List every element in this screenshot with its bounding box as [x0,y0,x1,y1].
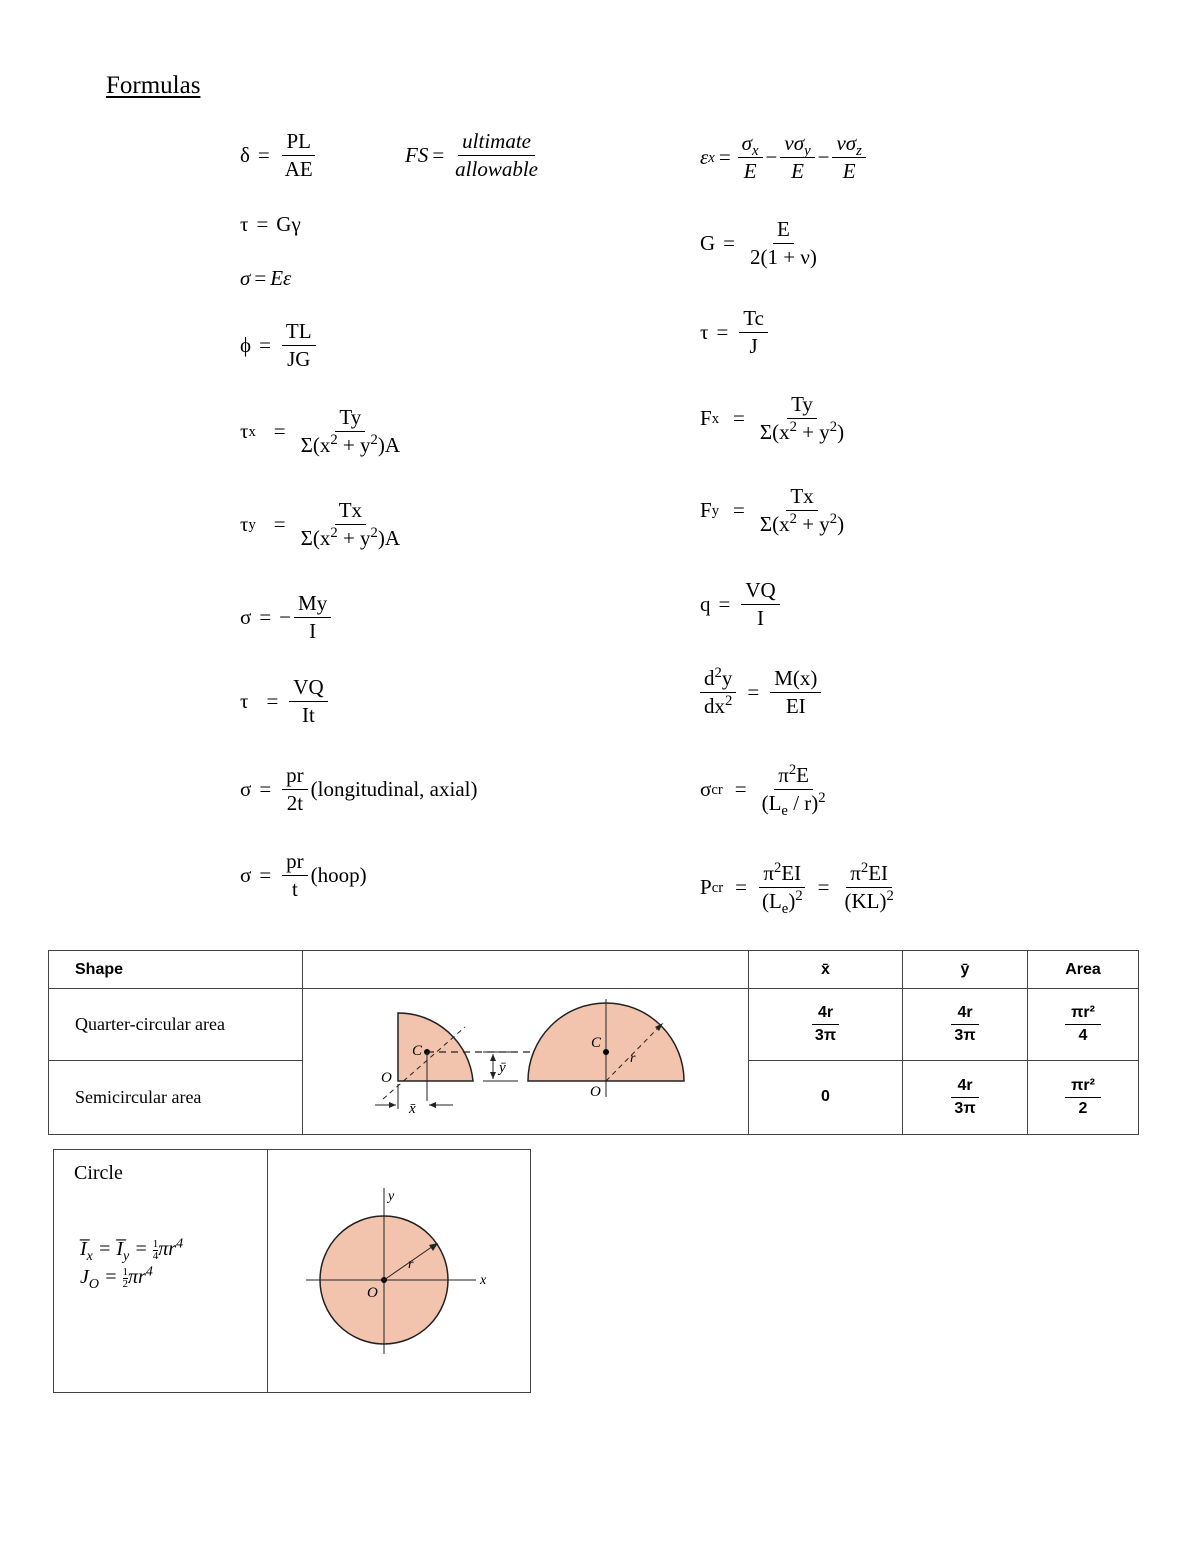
header-area: Area [1028,951,1139,989]
semi-ybar-den: 3π [954,1099,976,1117]
circle-box-divider [267,1150,268,1392]
formula-angle-of-twist: ϕ = $\frac{TL}{JG}$ [240,318,319,374]
formula-factor-of-safety: FS = $\frac{\text{ultimate}}{\text{allowable}}$ [405,128,545,184]
hoop-label: (hoop) [310,863,367,888]
formula-hookes-law: σ = Eε [240,266,292,290]
centroid-table [48,950,1139,1135]
semi-area-num: πr² [1065,1075,1101,1098]
semicircle-centroid-label: C [591,1035,602,1051]
quarter-ybar-den: 3π [954,1026,976,1044]
circle-title: Circle [74,1162,123,1184]
formula-tau-x: τ x = $\frac{Ty}{\Sigma(x^2 + y^2)A}$ [240,405,401,458]
fs-denominator: allowable [455,157,539,182]
quarter-xbar-cell [749,989,903,1061]
circle-figure [284,1170,514,1380]
semi-ybar-num: 4r [951,1075,978,1098]
formula-flexure: σ = − $\frac{My}{I}$ [240,590,334,646]
fs-numerator: ultimate [458,128,535,156]
quarter-semi-circle-figure [303,989,748,1129]
circle-x-label: x [480,1273,487,1288]
header-shape: Shape [49,951,303,989]
semicircle-centroid-dot [603,1049,609,1055]
row-quarter-circular-label: Quarter-circular area [49,989,303,1061]
circle-origin-label: O [367,1285,378,1301]
quarter-xbar-den: 3π [814,1026,837,1044]
formula-shear-stress-strain: τ = Gγ [240,212,301,236]
xbar-dimension-label: x̄ [409,1101,416,1117]
formula-generalized-hooke: ε x = $\frac{\sigma_x}{E}$ − $\frac{\nu\sigma_y}{E}$ − $\frac{\nu\sigma_z}{E}$ [700,130,869,186]
quarter-origin-label: O [381,1070,392,1086]
quarter-area-den: 4 [1078,1026,1088,1044]
semicircle-radius-label: r [630,1051,636,1066]
quarter-ybar-cell [903,989,1028,1061]
semi-ybar-cell [903,1060,1028,1134]
semi-area-cell [1028,1060,1139,1134]
semicircle-origin-label: O [590,1084,601,1100]
ybar-dimension-label: ȳ [499,1060,506,1076]
quarter-xbar-num: 4r [812,1002,839,1025]
page-title: Formulas [106,72,201,99]
header-xbar: x̄ [749,951,903,989]
longitudinal-label: (longitudinal, axial) [310,777,478,802]
formula-elastic-curve: $\frac{d^2y}{dx^2}$ = $\frac{M(x)}{EI}$ [700,665,824,721]
formula-hoop-stress: σ = $\frac{pr}{t}$ (hoop) [240,849,367,902]
semi-area-den: 2 [1078,1099,1088,1117]
circle-r-label: r [408,1257,414,1272]
quarter-circle-shape [398,1013,473,1081]
formula-critical-load: P cr = $\frac{\pi^2EI}{(L_e)^2}$ = $\frac{\pi^2EI}{(KL)^2}$ [700,859,894,918]
semi-xbar-cell: 0 [749,1060,903,1134]
formula-force-x: F x = $\frac{Ty}{\Sigma(x^2 + y^2)}$ [700,392,845,445]
quarter-area-cell [1028,989,1139,1061]
formula-shear-flow-stress: τ = $\frac{VQ}{It}$ [240,674,331,730]
circle-properties-box [53,1149,531,1393]
header-figure [303,951,749,989]
formula-deformation: δ = $\frac{PL}{AE}$ [240,128,320,184]
formula-tau-y: τ y = $\frac{Tx}{\Sigma(x^2 + y^2)A}$ [240,498,401,551]
circle-formula-ix: $I̅_x$ = $I̅_y$ = $\frac{1}{4}$ $\pi r^4$ [80,1236,184,1264]
quarter-ybar-num: 4r [951,1002,978,1025]
header-ybar: ȳ [903,951,1028,989]
formula-torsion-stress: τ = $\frac{Tc}{J}$ [700,305,771,361]
row-semicircular-label: Semicircular area [49,1060,303,1134]
quarter-centroid-label: C [412,1043,423,1059]
quarter-area-num: πr² [1065,1002,1101,1025]
formula-shear-modulus: G = $\frac{E}{2(1 + \nu)}$ [700,217,817,270]
shapes-figure-cell [303,989,749,1135]
formula-shear-flow: q = $\frac{VQ}{I}$ [700,577,783,633]
circle-y-label: y [388,1189,395,1204]
formula-longitudinal-stress: σ = $\frac{pr}{2t}$ (longitudinal, axial) [240,763,478,816]
formula-critical-stress: σ cr = $\frac{\pi^2E}{(L_e / r)^2}$ [700,761,826,820]
formula-force-y: F y = $\frac{Tx}{\Sigma(x^2 + y^2)}$ [700,484,845,537]
circle-formula-jo: $J_O$ = $\frac{1}{2}$ $\pi r^4$ [80,1264,153,1292]
